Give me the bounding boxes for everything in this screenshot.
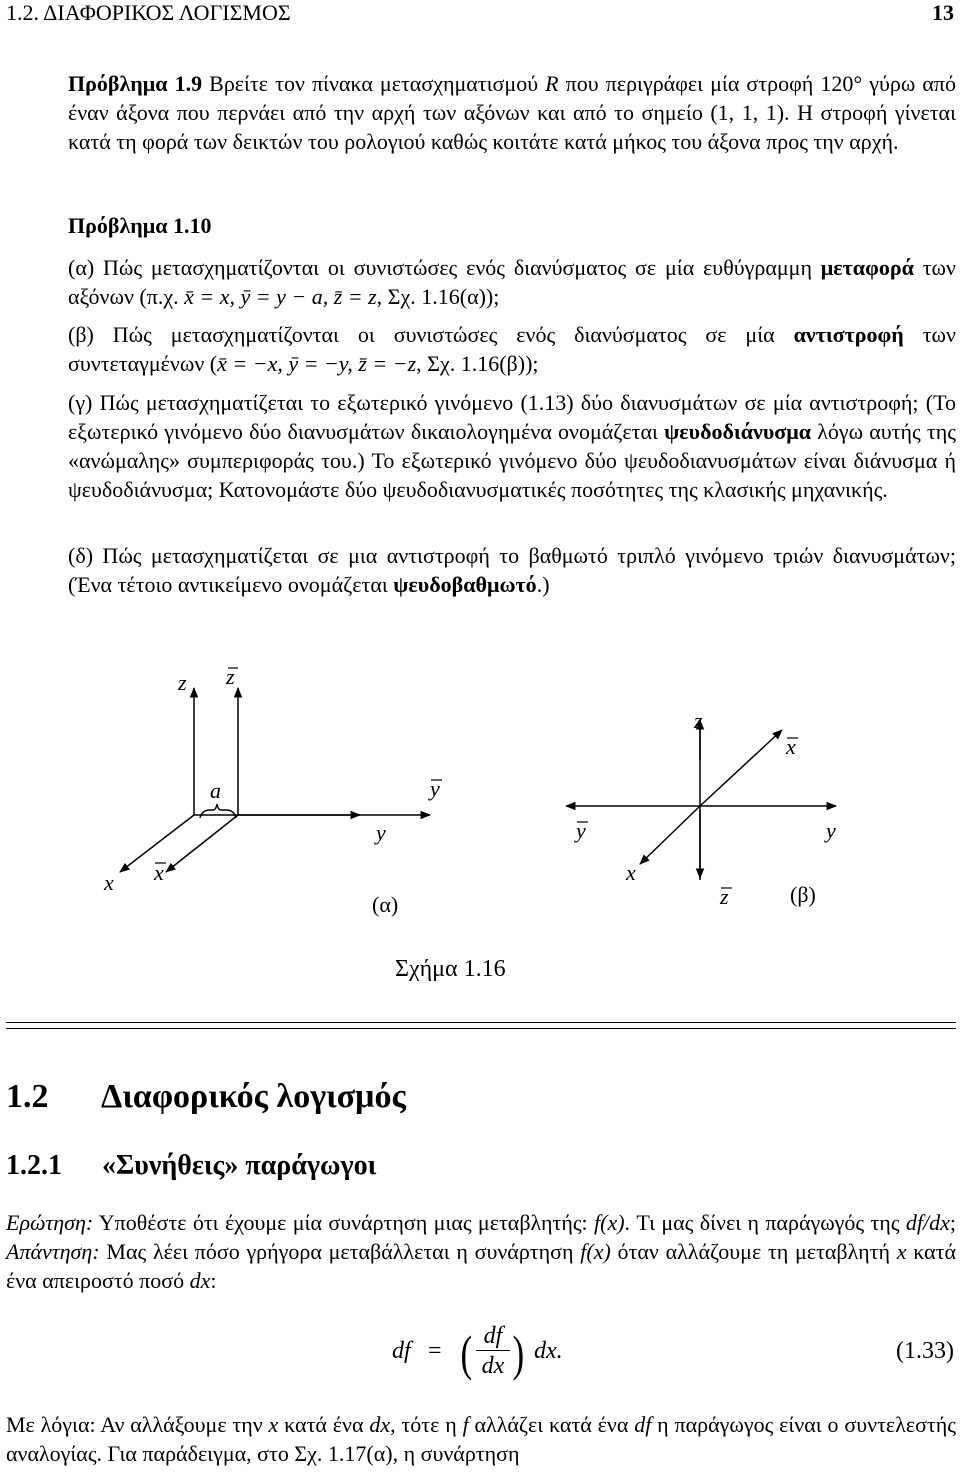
left-paren: ( [460,1325,473,1381]
equation-rhs [534,1338,563,1365]
problem-1-9-text-a: Βρείτε τον πίνακα μετασχηματισμού [202,71,546,96]
tail-text-4: αλλάζει κατά ένα [468,1412,635,1437]
tail-text-2: κατά ένα [278,1412,370,1437]
diagram-translation-labels [103,664,442,917]
chapter-rule-top [6,1022,956,1023]
question-label: Ερώτηση: [6,1210,94,1235]
axis-xbar-b [700,730,782,806]
part-a-text-3: , Σχ. 1.16(α)); [376,284,500,309]
part-c-text-2: λόγω αυτής της «ανώμαλης» συμπεριφοράς του.) Το εξωτερικό γινόμενο δύο ψευδοδιανυσμάτων είναι διάνυσμα ή ψευδοδιάνυσμα; Κατονομάστε δύο ψευδοδιανυσματικές ποσότητες της κλασικής μηχανικής. [68,419,956,502]
subsection-heading [6,1150,376,1182]
answer-text-4: : [210,1268,217,1293]
label-z: z [178,670,187,695]
diagram-inversion-labels [574,708,836,909]
tail-text-5: η παράγωγος είναι ο συντελεστής αναλογίας. Για παράδειγμα, στο Σχ. 1.17(α), η συνάρτηση [6,1412,956,1466]
problem-1-9 [68,69,956,156]
question-text-2: . Τι μας δίνει η παράγωγός της [624,1210,906,1235]
equation-lhs: df [392,1338,411,1364]
tail-math-df: df [634,1412,652,1437]
fraction-denominator: dx [481,1353,505,1379]
section-title: Διαφορικός λογισμός [101,1078,406,1115]
axis-xbar [166,815,238,872]
label-a: a [210,778,221,803]
brace-a [200,804,236,818]
label-ybar: y [430,776,440,801]
right-paren: ) [512,1325,525,1381]
answer-label: Απάντηση: [6,1239,100,1264]
part-d-term: ψευδοβαθμωτό [393,572,537,597]
tail-text-3: , τότε η [390,1412,463,1437]
part-b-term: αντιστροφή [793,322,904,347]
figure-caption: Σχήμα 1.16 [395,956,506,982]
tail-paragraph [6,1410,956,1468]
tail-math-x: x [268,1412,279,1437]
axis-x-b [640,806,700,864]
equation-rhs-text: dx. [534,1338,563,1364]
part-d-text-2: .) [536,572,550,597]
label-x: x [104,870,114,895]
label-y-b: y [826,818,836,843]
label-y: y [376,820,386,845]
label-ybar-b: y [576,818,586,843]
problem-1-10-label: Πρόβλημα 1.10 [68,213,212,238]
question-text-1: Υποθέστε ότι έχουμε μία συνάρτηση μιας μεταβλητής: [93,1210,595,1235]
equation-1-33 [0,1318,960,1398]
label-zbar: z [226,664,235,689]
label-zbar-b: z [720,884,729,909]
tail-math-f: f [462,1412,469,1437]
tail-math-dx: dx [369,1412,391,1437]
math-dx: dx [189,1268,211,1293]
problem-1-10-part-b [68,320,956,378]
part-c-text-1: (γ) Πώς μετασχηματίζεται το εξωτερικό γινόμενο (1.13) δύο διανυσμάτων σε μία αντιστροφή; (Το εξωτερικό γινόμενο δύο διανυσμάτων δικαιολογημένα ονομάζεται [68,390,956,444]
problem-1-9-label: Πρόβλημα 1.9 [68,71,203,96]
problem-1-9-text-b: που περιγράφει μία στροφή 120° γύρω από έναν άξονα που περνάει από την αρχή των αξόνων και από το σημείο (1, 1, 1). Η στροφή γίνεται κατά τη φορά των δεικτών του ρολογιού καθώς κοιτάτε κατά μήκος του άξονα προς την αρχή. [68,71,956,154]
figure-1-16 [0,640,960,990]
part-a-math: x̄ = x, ȳ = y − a, z̄ = z [184,284,377,309]
math-dfdx: df/dx [905,1210,950,1235]
label-diagram-b: (β) [790,882,816,907]
chapter-rule-bottom [6,1028,956,1029]
section-heading [6,1078,406,1116]
subsection-title: «Συνήθεις» παράγωγοι [102,1150,377,1181]
label-diagram-a: (α) [372,892,399,917]
answer-text-1: Μας λέει πόσο γρήγορα μεταβάλλεται η συνάρτηση [99,1239,581,1264]
fraction-numerator: df [476,1322,510,1351]
label-x-b: x [626,860,636,885]
part-b-text-3: , Σχ. 1.16(β)); [416,351,539,376]
math-x: x [896,1239,907,1264]
part-b-text-2: των συντεταγμένων ( [68,322,956,376]
math-fx: f(x) [594,1210,625,1235]
part-b-text-1: (β) Πώς μετασχηματίζονται οι συνιστώσες ενός διανύσματος σε μία [68,322,794,347]
problem-1-10-part-a [68,253,956,311]
math-fx-2: f(x) [580,1239,611,1264]
running-header [0,0,960,28]
label-xbar: x [154,860,164,885]
running-header-section: 1.2. ΔΙΑΦΟΡΙΚΟΣ ΛΟΓΙΣΜΟΣ [6,0,291,25]
problem-1-10-part-d [68,541,956,599]
answer-text-2: όταν αλλάζουμε τη μεταβλητή [610,1239,897,1264]
part-d-text-1: (δ) Πώς μετασχηματίζεται σε μια αντιστροφή το βαθμωτό τριπλό γινόμενο τριών διανυσμάτων; (Ένα τέτοιο αντικείμενο ονομάζεται [68,543,956,597]
part-a-term: μεταφορά [820,255,914,280]
part-c-term: ψευδοδιάνυσμα [664,419,811,444]
tail-text-1: Με λόγια: Αν αλλάξουμε την [6,1412,269,1437]
part-a-text-1: (α) Πώς μετασχηματίζονται οι συνιστώσες ενός διανύσματος σε μία ευθύγραμμη [68,255,821,280]
section-number: 1.2 [6,1078,49,1115]
subsection-number: 1.2.1 [6,1150,62,1181]
problem-1-10-part-c [68,388,956,504]
part-a-text-2: των αξόνων (π.χ. [68,255,956,309]
matrix-symbol: R [545,71,559,96]
part-b-math: x̄ = −x, ȳ = −y, z̄ = −z [217,351,417,376]
equation-number: (1.33) [896,1338,954,1364]
answer-text-3: κατά ένα απειροστό ποσό [6,1239,956,1293]
label-z-b: z [694,708,703,733]
fraction-df-dx [476,1322,510,1381]
question-text-3: ; [949,1210,956,1235]
page-number: 13 [932,0,954,25]
question-answer-paragraph [6,1208,956,1295]
label-xbar-b: x [786,734,796,759]
equation-equals: = [428,1338,442,1364]
